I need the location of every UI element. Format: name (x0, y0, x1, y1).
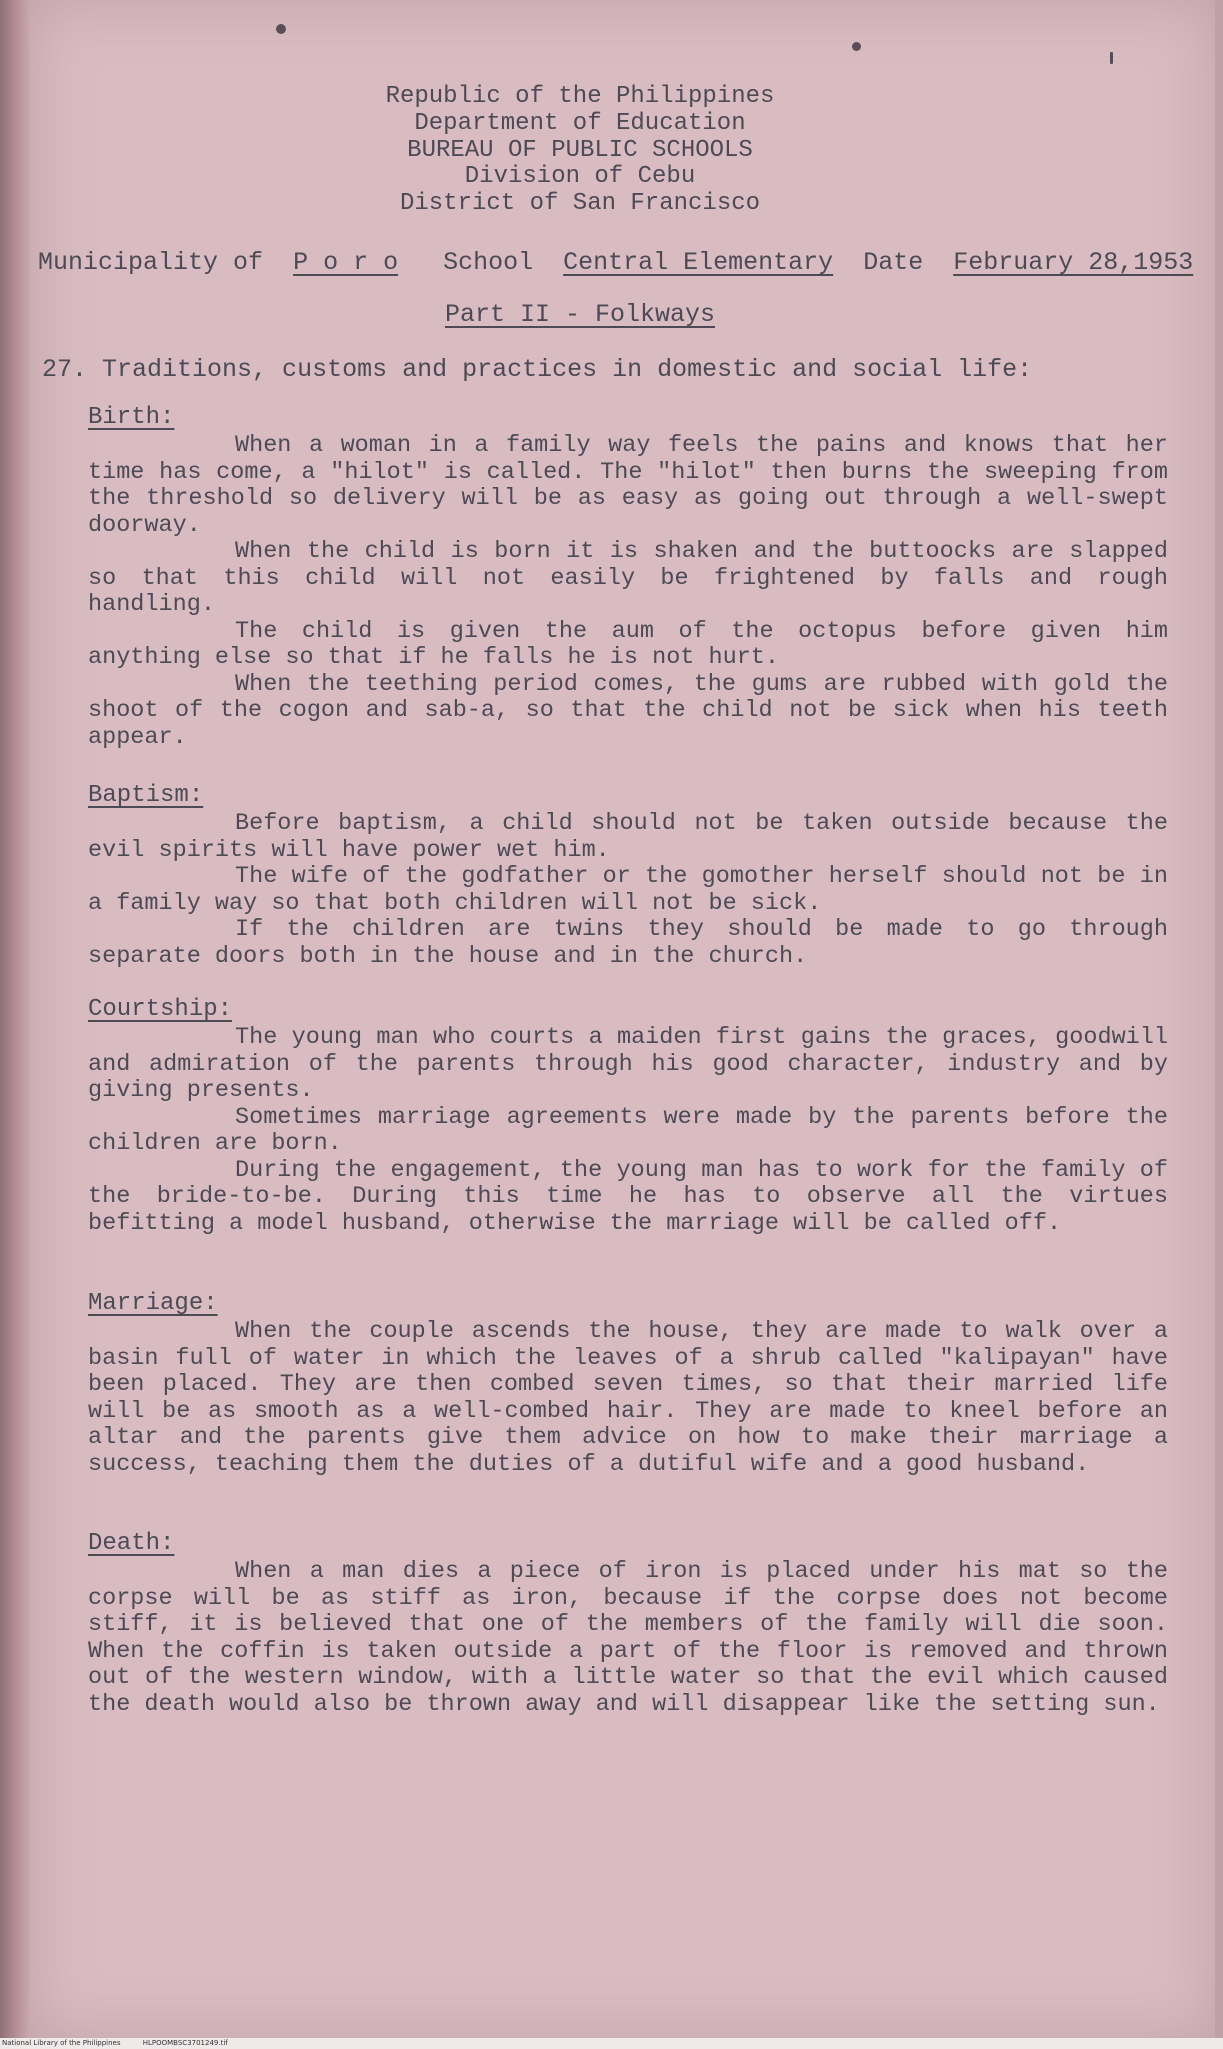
header-district: District of San Francisco (399, 190, 761, 217)
paragraph: When the child is born it is shaken and the buttoocks are slapped so that this child will not easily be frightened by falls and rough handling. (88, 538, 1168, 618)
punch-hole-mark (276, 24, 286, 34)
ink-speck (1110, 52, 1113, 64)
school-info-row (38, 248, 1198, 277)
paragraph: If the children are twins they should be made to go through separate doors both in the house and in the church. (88, 916, 1168, 970)
date-value: February 28,1953 (953, 248, 1194, 277)
header-division: Division of Cebu (464, 163, 696, 190)
question-27 (42, 355, 1142, 384)
question-text: Traditions, customs and practices in domestic and social life: (102, 355, 1033, 384)
paragraph: When the couple ascends the house, they are made to walk over a basin full of water in which the leaves of a shrub called "kalipayan" have been placed. They are then combed seven times, so that their married life will be as smooth as a well-combed hair. They are made to kneel before an altar and the parents give them advice on how to make their marriage a success, teaching them the duties of a dutiful wife and a good husband. (88, 1318, 1168, 1478)
punch-hole-mark (852, 42, 861, 51)
section-heading: Death: (88, 1530, 175, 1557)
section-death (88, 1530, 1168, 1718)
scan-footer (0, 2038, 1223, 2049)
paragraph: Before baptism, a child should not be taken outside because the evil spirits will have power wet him. (88, 810, 1168, 864)
municipality-value: P o r o (293, 248, 399, 277)
section-birth (88, 404, 1168, 751)
section-marriage (88, 1290, 1168, 1478)
paragraph: During the engagement, the young man has to work for the family of the bride-to-be. During this time he has to observe all the virtues befitting a model husband, otherwise the marriage will be called off. (88, 1156, 1168, 1237)
section-heading: Baptism: (88, 782, 204, 809)
header-department: Department of Education (414, 110, 746, 137)
question-number: 27. (42, 355, 88, 384)
paragraph: The child is given the aum of the octopus before given him anything else so that if he falls he is not hurt. (88, 617, 1168, 671)
section-courtship (88, 996, 1168, 1237)
municipality-label: Municipality of (38, 248, 264, 277)
school-value: Central Elementary (563, 248, 834, 277)
part-title: Part II - Folkways (444, 300, 716, 329)
section-heading: Courtship: (88, 996, 233, 1023)
section-baptism (88, 782, 1168, 970)
paragraph: The wife of the godfather or the gomother herself should not be in a family way so that both children will not be sick. (88, 863, 1168, 917)
paragraph: When a woman in a family way feels the pains and knows that her time has come, a "hilot" is called. The "hilot" then burns the sweeping from the threshold so delivery will be as easy as going out through a well-swept doorway. (88, 432, 1168, 539)
section-heading: Marriage: (88, 1290, 218, 1317)
paragraph: When the teething period comes, the gums are rubbed with gold the shoot of the cogon and sab-a, so that the child not be sick when his teeth appear. (88, 670, 1168, 751)
paragraph: The young man who courts a maiden first gains the graces, goodwill and admiration of the parents through his good character, industry and by giving presents. (88, 1024, 1168, 1104)
date-label: Date (863, 248, 924, 277)
paragraph: Sometimes marriage agreements were made by the parents before the children are born. (88, 1103, 1168, 1157)
header-bureau: BUREAU OF PUBLIC SCHOOLS (407, 137, 753, 164)
school-label: School (443, 248, 534, 277)
footer-library: National Library of the Philippines (2, 2039, 121, 2047)
footer-file-id: HLPOOMBSC3701249.tif (142, 2039, 228, 2047)
paragraph: When a man dies a piece of iron is placed under his mat so the corpse will be as stiff as iron, because if the corpse does not become stiff, it is believed that one of the members of the family will die soon. When the coffin is taken outside a part of the floor is removed and thrown out of the western window, with a little water so that the evil which caused the death would also be thrown away and will disappear like the setting sun. (88, 1558, 1168, 1718)
header-republic: Republic of the Philippines (385, 83, 775, 110)
section-heading: Birth: (88, 404, 175, 431)
